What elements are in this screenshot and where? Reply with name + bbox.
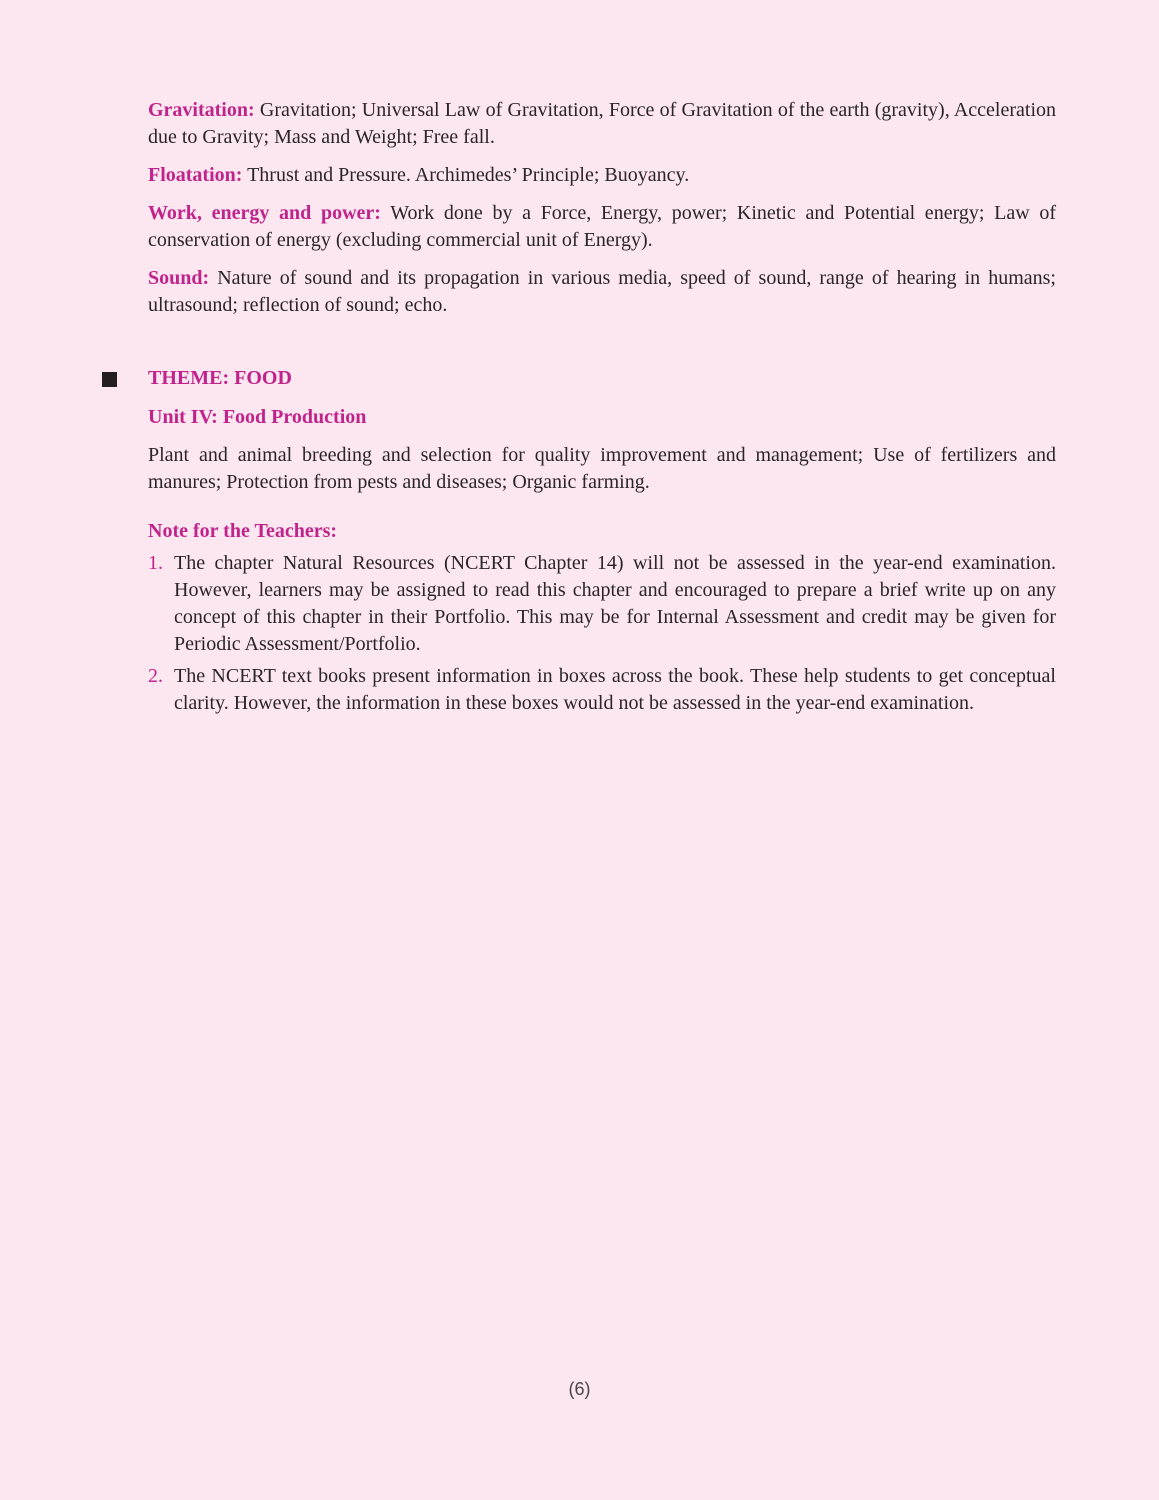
note-item (148, 663, 1056, 717)
topic-term: Work, energy and power: (148, 202, 381, 224)
topic-work-energy-power (148, 200, 1056, 254)
page-content (148, 97, 1056, 717)
topic-text: Gravitation; Universal Law of Gravitation, Force of Gravitation of the earth (gravity), Acceleration due to Gravity; Mass and Weight; Free fall. (148, 99, 1056, 148)
page-number: (6) (568, 1379, 591, 1399)
note-number: 1. (148, 552, 163, 574)
theme-heading-text: THEME: FOOD (148, 367, 292, 389)
theme-heading (148, 365, 1056, 392)
topic-term: Sound: (148, 267, 210, 289)
unit-body: Plant and animal breeding and selection for quality improvement and management; Use of fertilizers and manures; Protection from pests and diseases; Organic farming. (148, 444, 1056, 493)
topic-text: Thrust and Pressure. Archimedes’ Principle; Buoyancy. (242, 164, 690, 186)
topic-text: Work done by a Force, Energy, power; Kinetic and Potential energy; Law of conservation of energy (excluding commercial unit of Energy). (148, 202, 1056, 251)
topic-floatation (148, 162, 1056, 189)
notes-list (148, 550, 1056, 717)
topic-term: Gravitation: (148, 99, 255, 121)
topic-term: Floatation: (148, 164, 243, 186)
topic-text: Nature of sound and its propagation in various media, speed of sound, range of hearing in humans; ultrasound; reflection of sound; echo. (148, 267, 1056, 316)
note-number: 2. (148, 665, 163, 687)
topic-sound (148, 265, 1056, 319)
unit-heading: Unit IV: Food Production (148, 406, 367, 428)
note-text: The chapter Natural Resources (NCERT Chapter 14) will not be assessed in the year-end examination. However, learners may be assigned to read this chapter and encouraged to prepare a brief write up on any concept of this chapter in their Portfolio. This may be for Internal Assessment and credit may be given for Periodic Assessment/Portfolio. (174, 552, 1056, 655)
square-bullet-icon (102, 372, 117, 387)
note-heading: Note for the Teachers: (148, 520, 338, 542)
topic-gravitation (148, 97, 1056, 151)
note-text: The NCERT text books present information in boxes across the book. These help students to get conceptual clarity. However, the information in these boxes would not be assessed in the year-end examination. (174, 665, 1056, 714)
note-item (148, 550, 1056, 658)
